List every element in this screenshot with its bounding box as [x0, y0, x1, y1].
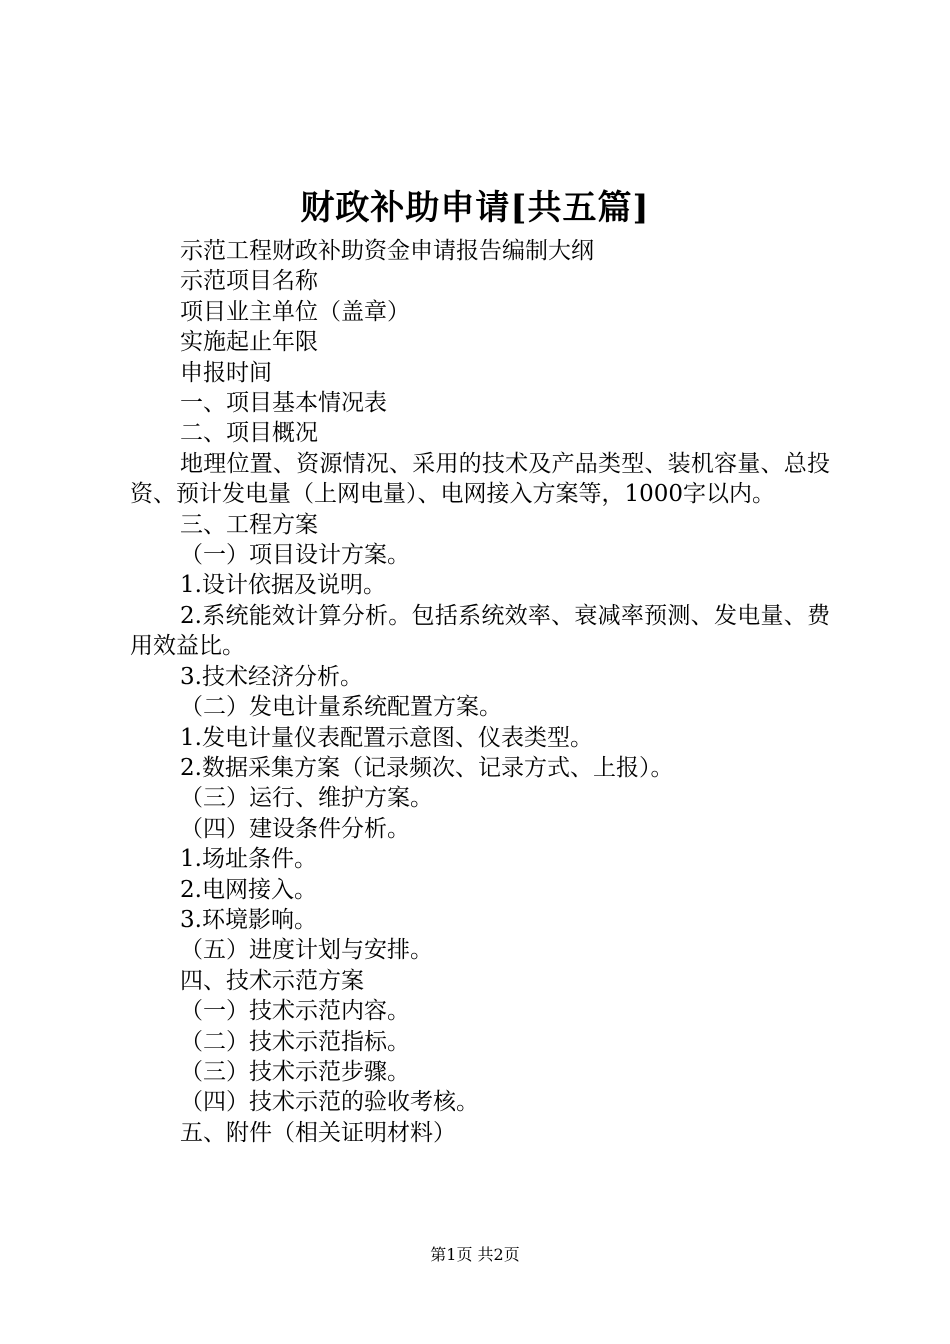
- paragraph: （一）技术示范内容。: [180, 998, 410, 1025]
- paragraph: （一）项目设计方案。: [180, 542, 410, 569]
- section-heading: 一、项目基本情况表: [180, 390, 387, 417]
- section-heading: 五、附件（相关证明材料）: [180, 1119, 456, 1146]
- paragraph: 1.设计依据及说明。: [180, 572, 386, 599]
- document-body: [130, 236, 830, 1148]
- paragraph: 项目业主单位（盖章）: [180, 298, 410, 325]
- paragraph: 2.数据采集方案（记录频次、记录方式、上报）。: [180, 754, 674, 781]
- paragraph: 1.场址条件。: [180, 846, 317, 873]
- paragraph: 地理位置、资源情况、采用的技术及产品类型、装机容量、总投资、预计发电量（上网电量）、电网接入方案等，1000字以内。: [130, 450, 830, 508]
- paragraph: （四）建设条件分析。: [180, 815, 410, 842]
- paragraph: （五）进度计划与安排。: [180, 937, 433, 964]
- paragraph: 示范项目名称: [180, 268, 318, 295]
- paragraph: 申报时间: [180, 359, 272, 386]
- paragraph: 3.技术经济分析。: [180, 663, 363, 690]
- paragraph: （四）技术示范的验收考核。: [180, 1089, 479, 1116]
- document-title: 财政补助申请[共五篇]: [300, 188, 650, 228]
- paragraph: 示范工程财政补助资金申请报告编制大纲: [180, 238, 594, 264]
- paragraph: （三）技术示范步骤。: [180, 1058, 410, 1085]
- paragraph: 1.发电计量仪表配置示意图、仪表类型。: [180, 724, 593, 751]
- paragraph: 3.环境影响。: [180, 906, 317, 933]
- paragraph: （二）技术示范指标。: [180, 1028, 410, 1055]
- section-heading: 三、工程方案: [180, 511, 318, 538]
- paragraph: 2.电网接入。: [180, 876, 317, 903]
- paragraph: （二）发电计量系统配置方案。: [180, 694, 502, 721]
- paragraph: （三）运行、维护方案。: [180, 785, 433, 812]
- section-heading: 二、项目概况: [180, 420, 318, 447]
- paragraph: 2.系统能效计算分析。包括系统效率、衰减率预测、发电量、费用效益比。: [130, 602, 830, 660]
- section-heading: 四、技术示范方案: [180, 967, 364, 994]
- page-footer: 第1页 共2页: [430, 1245, 520, 1264]
- paragraph: 实施起止年限: [180, 329, 318, 356]
